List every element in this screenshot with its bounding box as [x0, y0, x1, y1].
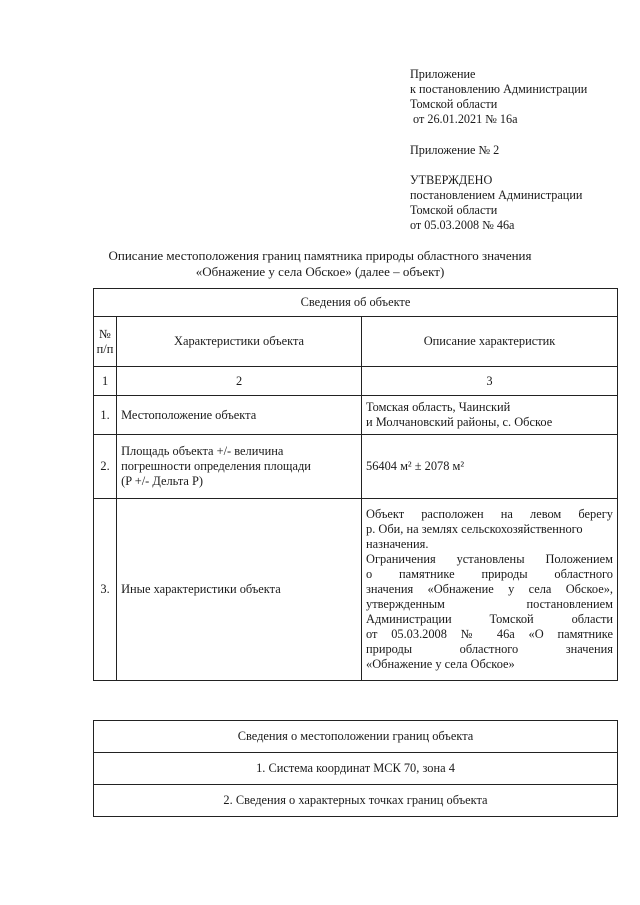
- header-num: № п/п: [94, 317, 117, 367]
- approved-block: [410, 173, 582, 233]
- title-line-2: «Обнажение у села Обское» (далее – объект): [195, 264, 445, 279]
- desc-line: Объект расположен на левом берегу: [366, 507, 613, 521]
- appendix-number-text: Приложение № 2: [410, 143, 500, 157]
- char-line: погрешности определения площади: [121, 459, 311, 473]
- table-row: [94, 499, 618, 681]
- appendix-number: [410, 143, 499, 158]
- row-characteristic: [117, 435, 362, 499]
- document-title: [0, 248, 640, 280]
- approved-line: от 05.03.2008 № 46а: [410, 218, 515, 232]
- approved-line: Томской области: [410, 203, 498, 217]
- appendix-line: к постановлению Администрации: [410, 82, 588, 96]
- table-row: [94, 435, 618, 499]
- desc-line: назначения.: [366, 537, 429, 551]
- approved-line: постановлением Администрации: [410, 188, 583, 202]
- desc-line: Ограничения установлены Положением: [366, 552, 613, 566]
- desc-line: о памятнике природы областного: [366, 567, 613, 581]
- boundary-points: 2. Сведения о характерных точках границ объекта: [94, 785, 618, 817]
- appendix-line: Приложение: [410, 67, 476, 81]
- object-info-table: [93, 288, 618, 681]
- title-line-1: Описание местоположения границ памятника природы областного значения: [108, 248, 532, 263]
- colnum-2: 2: [117, 367, 362, 396]
- approved-line: УТВЕРЖДЕНО: [410, 173, 493, 187]
- colnum-3: 3: [362, 367, 618, 396]
- desc-line: значения «Обнажение у села Обское»,: [366, 582, 613, 596]
- header-description: Описание характеристик: [362, 317, 618, 367]
- row-num: 3.: [94, 499, 117, 681]
- desc-line: Администрации Томской области: [366, 612, 613, 626]
- table-caption: Сведения об объекте: [94, 289, 618, 317]
- desc-line: природы областного значения: [366, 642, 613, 656]
- row-num: 2.: [94, 435, 117, 499]
- table-row: [94, 396, 618, 435]
- appendix-header: [410, 67, 587, 127]
- appendix-line: от 26.01.2021 № 16а: [410, 112, 518, 126]
- row-description: [362, 396, 618, 435]
- location-info-table: [93, 720, 618, 817]
- desc-line: утвержденным постановлением: [366, 597, 613, 611]
- desc-line: р. Оби, на землях сельскохозяйственного: [366, 522, 583, 536]
- row-characteristic: Местоположение объекта: [117, 396, 362, 435]
- row-description: [362, 499, 618, 681]
- colnum-1: 1: [94, 367, 117, 396]
- desc-line: «Обнажение у села Обское»: [366, 657, 515, 671]
- char-line: (P +/- Дельта P): [121, 474, 204, 488]
- row-characteristic: Иные характеристики объекта: [117, 499, 362, 681]
- desc-line: от 05.03.2008 № 46а «О памятнике: [366, 627, 613, 641]
- appendix-line: Томской области: [410, 97, 498, 111]
- row-num: 1.: [94, 396, 117, 435]
- desc-line: Томская область, Чаинский: [366, 400, 511, 414]
- row-description: 56404 м² ± 2078 м²: [362, 435, 618, 499]
- coordinate-system: 1. Система координат МСК 70, зона 4: [94, 753, 618, 785]
- header-characteristic: Характеристики объекта: [117, 317, 362, 367]
- desc-line: и Молчановский районы, с. Обское: [366, 415, 553, 429]
- char-line: Площадь объекта +/- величина: [121, 444, 284, 458]
- location-caption: Сведения о местоположении границ объекта: [94, 721, 618, 753]
